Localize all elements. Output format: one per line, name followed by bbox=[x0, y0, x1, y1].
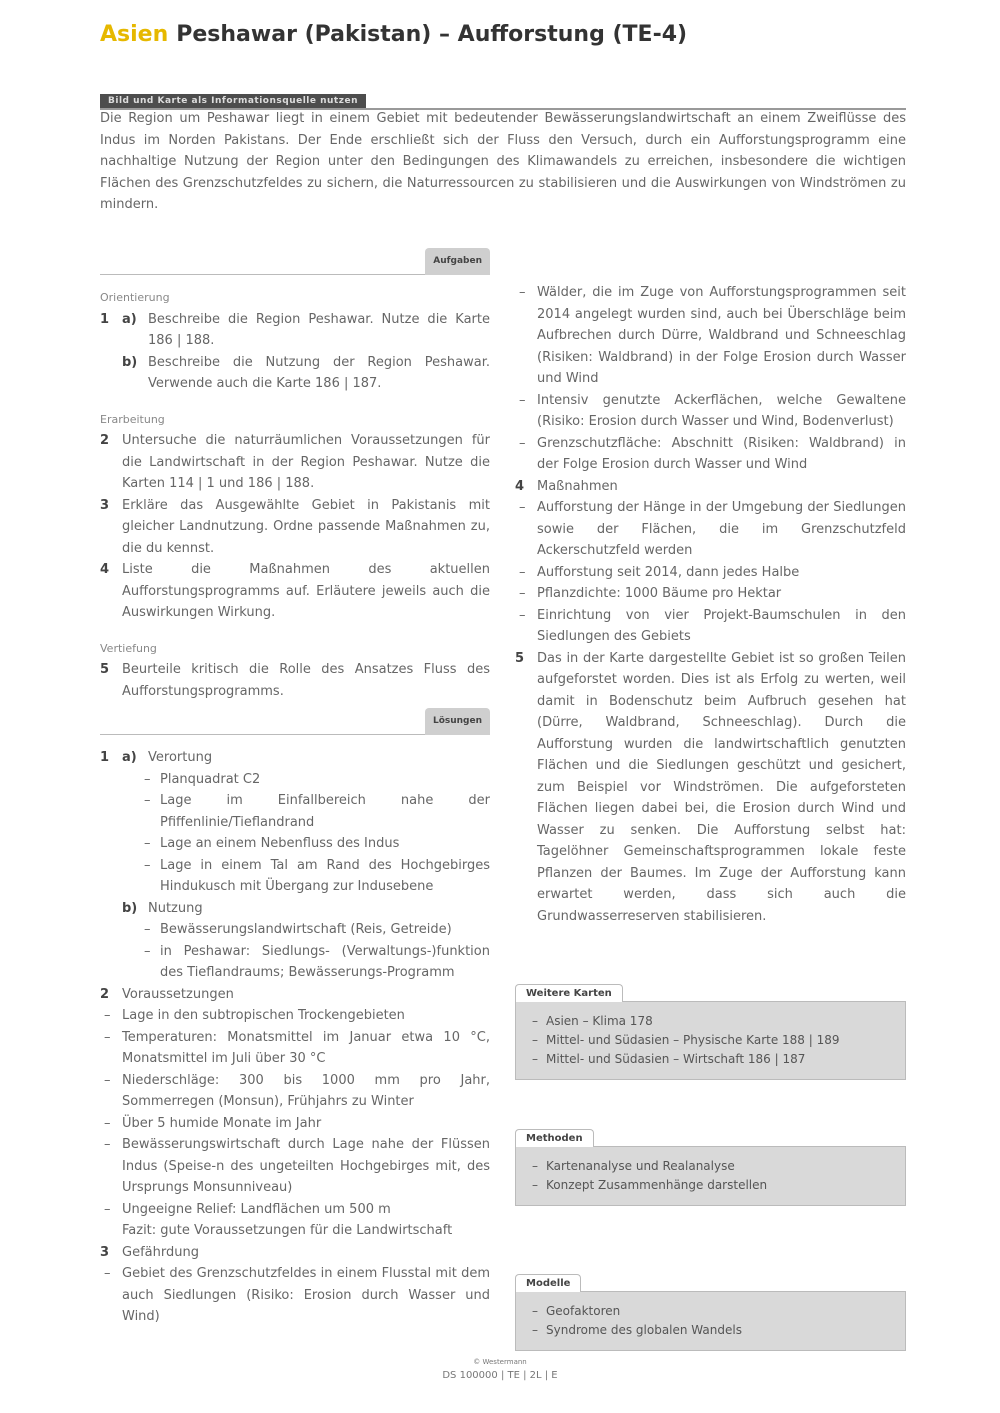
solution-2-title: Voraussetzungen bbox=[122, 986, 234, 1002]
task-1 bbox=[100, 309, 490, 395]
list-item: – in Peshawar: Siedlungs- (Verwaltungs-)funktion des Tieflandraums; Bewässerungs-Programm bbox=[122, 941, 490, 984]
list-item: – Über 5 humide Monate im Jahr bbox=[100, 1113, 490, 1135]
list-item: – Intensiv genutzte Ackerflächen, welche Gewaltene (Risiko: Erosion durch Wasser und Wind, Bodenverlust) bbox=[515, 390, 906, 433]
task-1a: a) Beschreibe die Region Peshawar. Nutze die Karte 186 | 188. bbox=[122, 311, 490, 348]
list-item: – Niederschläge: 300 bis 1000 mm pro Jahr, Sommerregen (Monsun), Frühjahrs zu Winter bbox=[100, 1070, 490, 1113]
right-column bbox=[515, 282, 906, 927]
subhead-vertiefung: Vertiefung bbox=[100, 641, 157, 655]
solutions-section-tab bbox=[100, 710, 490, 735]
list-item: – Kartenanalyse und Realanalyse bbox=[532, 1157, 889, 1176]
list-item: – Einrichtung von vier Projekt-Baumschulen in den Siedlungen des Gebiets bbox=[515, 605, 906, 648]
solution-2: 2 Voraussetzungen bbox=[100, 984, 490, 1006]
methods-box-body bbox=[515, 1146, 906, 1206]
subhead-erarbeitung: Erarbeitung bbox=[100, 412, 165, 426]
solutions-tab-label: Lösungen bbox=[425, 708, 490, 736]
list-item: – Geofaktoren bbox=[532, 1302, 889, 1321]
solution-1a: a) Verortung bbox=[122, 750, 213, 765]
left-column bbox=[100, 250, 490, 1328]
solution-3: 3 Gefährdung bbox=[100, 1242, 490, 1264]
footer-pagecode: DS 100000 | TE | 2L | E bbox=[442, 1370, 558, 1381]
list-item: – Temperaturen: Monatsmittel im Januar etwa 10 °C, Monatsmittel im Juli über 30 °C bbox=[100, 1027, 490, 1070]
atlas-box bbox=[515, 980, 906, 1080]
title-text: Peshawar (Pakistan) – Aufforstung (TE-4) bbox=[176, 22, 688, 47]
task-3: 3 Erkläre das Ausgewählte Gebiet in Pakistanis mit gleicher Landnutzung. Ordne passende Maßnahmen zu, die du kennst. bbox=[100, 497, 490, 556]
models-box-tab: Modelle bbox=[515, 1274, 581, 1292]
region-label: Asien bbox=[100, 22, 169, 47]
solution-4: 4 Maßnahmen bbox=[515, 476, 906, 498]
list-item: – Planquadrat C2 bbox=[122, 769, 490, 791]
models-box bbox=[515, 1270, 906, 1351]
list-item: – Bewässerungswirtschaft durch Lage nahe der Flüssen Indus (Speise-n des ungeteilten Hochgebirges mit, des Ursprungs Monsunniveau) bbox=[100, 1134, 490, 1199]
solution-2-conclusion: Fazit: gute Voraussetzungen für die Landwirtschaft bbox=[122, 1223, 453, 1238]
intro-paragraph: Die Region um Peshawar liegt in einem Gebiet mit bedeutender Bewässerungslandwirtschaft an einem Zweiflüsse des Indus im Norden Pakistans. Der Ende erschließt sich der Fluss den Versuch, durch ein Aufforstungsprogramm eine nachhaltige Nutzung der Region unter den Bedingungen des Klimawandels zu erreichen, insbesondere die wichtigen Flächen des Grenzschutzfeldes zu sichern, die Naturressourcen zu stabilisieren und die Auswirkungen von Windströmen zu mindern. bbox=[100, 111, 906, 212]
page-title bbox=[100, 22, 687, 47]
list-item: – Asien – Klima 178 bbox=[532, 1012, 889, 1031]
solution-1b: b) Nutzung bbox=[122, 900, 203, 916]
intro-heading bbox=[100, 88, 906, 110]
task-number: 1 bbox=[100, 311, 110, 327]
solution-1: 1 a) Verortung – Planquadrat C2 – Lage im Einfallbereich nahe der Pfiffenlinie/Tieflandrand – Lage an einem Nebenfluss des Indus – Lage in einem Tal am Rand des Hochgebirges Hindukusch mit Übergang zur Indusebene b) Nutzung – Bewässerungslandwirtschaft (Reis, Getreide) – in Peshawar: Siedlungs- (Verwaltungs-)funktion des Tieflandraums; Bewässerungs-Programm bbox=[100, 747, 490, 984]
methods-box-tab: Methoden bbox=[515, 1129, 594, 1147]
task-1b: b) Beschreibe die Nutzung der Region Peshawar. Verwende auch die Karte 186 | 187. bbox=[122, 354, 490, 391]
list-item: – Mittel- und Südasien – Wirtschaft 186 | 187 bbox=[532, 1050, 889, 1069]
list-item: – Lage an einem Nebenfluss des Indus bbox=[122, 833, 490, 855]
list-item: – Grenzschutzfläche: Abschnitt (Risiken: Waldbrand) in der Folge Erosion durch Wasser und Wind bbox=[515, 433, 906, 476]
list-item: – Bewässerungslandwirtschaft (Reis, Getreide) bbox=[122, 919, 490, 941]
footer-copyright: © Westermann bbox=[473, 1358, 527, 1366]
list-item: – Aufforstung der Hänge in der Umgebung der Siedlungen sowie der Flächen, die im Grenzschutzfeld Ackerschutzfeld werden bbox=[515, 497, 906, 562]
list-item: – Mittel- und Südasien – Physische Karte 188 | 189 bbox=[532, 1031, 889, 1050]
list-item: – Syndrome des globalen Wandels bbox=[532, 1321, 889, 1340]
list-item: – Ungeeigne Relief: Landflächen um 500 m bbox=[100, 1199, 490, 1221]
list-item: – Aufforstung seit 2014, dann jedes Halbe bbox=[515, 562, 906, 584]
tasks-tab-label: Aufgaben bbox=[425, 248, 490, 276]
methods-box bbox=[515, 1125, 906, 1206]
solution-4-title: Maßnahmen bbox=[537, 478, 618, 494]
list-item: – Lage im Einfallbereich nahe der Pfiffenlinie/Tieflandrand bbox=[122, 790, 490, 833]
intro-heading-label: Bild und Karte als Informationsquelle nutzen bbox=[100, 94, 366, 108]
list-item: – Gebiet des Grenzschutzfeldes in einem Flusstal mit dem auch Siedlungen (Risiko: Erosion durch Wasser und Wind) bbox=[100, 1263, 490, 1328]
task-2: 2 Untersuche die naturräumlichen Voraussetzungen für die Landwirtschaft in der Region Peshawar. Nutze die Karten 114 | 1 und 186 | 188. bbox=[100, 433, 490, 491]
list-item: – Wälder, die im Zuge von Aufforstungsprogrammen seit 2014 angelegt wurden sind, auch bei Überschläge beim Aufbrechen durch Dürre, Waldbrand und Schneeschlag (Risiken: Waldbrand) in der Folge Erosion durch Wasser und Wind bbox=[515, 282, 906, 390]
atlas-box-body bbox=[515, 1001, 906, 1080]
solution-5: 5 Das in der Karte dargestellte Gebiet ist so großen Teilen aufgeforstet worden. Dies ist als Erfolg zu werten, weil damit in Bodenschutz beim Aufbruch gesehen hat (Dürre, Waldbrand, Schneeschlag). Durch die Aufforstung wurden die landwirtschaftlich genutzten Flächen und die Siedlungen geschützt und gesichert, zum Beispiel vor Windströmen. Die aufgeforsteten Flächen liegen dabei bei, die Erosion durch Wind und Wasser zu senken. Die Aufforstung selbst hat: Tagelöhner Gemeinschaftsprogrammen lokale feste Pflanzen der Baumes. Im Zuge der Aufforstung kann erwartet werden, dass sich auch die Grundwasserreserven stabilisieren. bbox=[515, 650, 906, 924]
list-item: – Lage in den subtropischen Trockengebieten bbox=[100, 1005, 490, 1027]
task-5: 5 Beurteile kritisch die Rolle des Ansatzes Fluss des Aufforstungsprogramms. bbox=[100, 662, 490, 699]
list-item: – Pflanzdichte: 1000 Bäume pro Hektar bbox=[515, 583, 906, 605]
list-item: – Konzept Zusammenhänge darstellen bbox=[532, 1176, 889, 1195]
subhead-orientierung: Orientierung bbox=[100, 291, 170, 304]
models-box-body bbox=[515, 1291, 906, 1351]
list-item: – Lage in einem Tal am Rand des Hochgebirges Hindukusch mit Übergang zur Indusebene bbox=[122, 855, 490, 898]
atlas-box-tab: Weitere Karten bbox=[515, 984, 623, 1002]
tasks-section-tab bbox=[100, 250, 490, 275]
solution-3-title: Gefährdung bbox=[122, 1244, 199, 1260]
solution-5-text: Das in der Karte dargestellte Gebiet ist so großen Teilen aufgeforstet worden. Dies ist als Erfolg zu werten, weil damit in Bodenschutz beim Aufbruch gesehen hat (Dürre, Waldbrand, Schneeschlag). Durch die Aufforstung wurden die landwirtschaftlich genutzten Flächen und die Siedlungen geschützt und gesichert, zum Beispiel vor Windströmen. Die aufgeforsteten Flächen liegen dabei bei, die Erosion durch Wind und Wasser zu senken. Die Aufforstung selbst hat: Tagelöhner Gemeinschaftsprogrammen lokale feste Pflanzen der Baumes. Im Zuge der Aufforstung kann erwartet werden, dass sich auch die Grundwasserreserven stabilisieren. bbox=[537, 650, 906, 924]
task-4: 4 Liste die Maßnahmen des aktuellen Aufforstungsprogramms auf. Erläutere jeweils auch die Auswirkungen Wirkung. bbox=[100, 562, 490, 620]
